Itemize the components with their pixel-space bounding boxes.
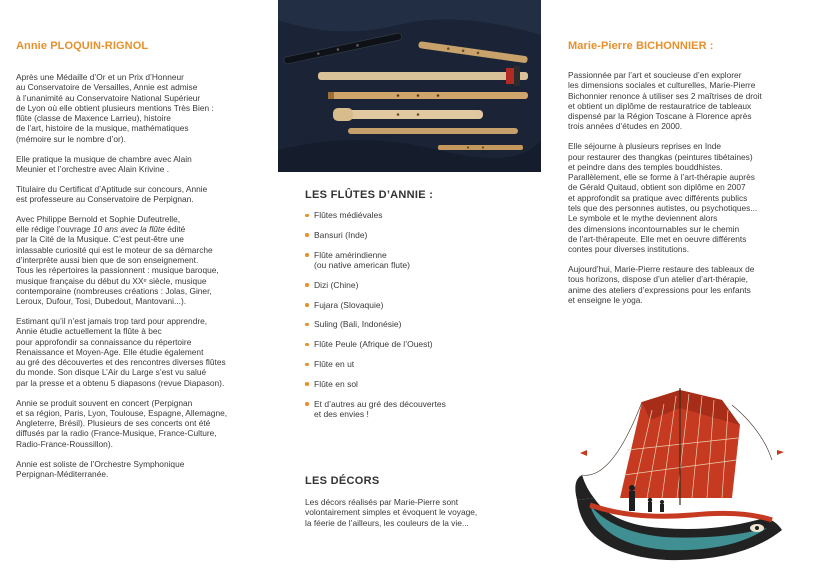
text-line: Flûte amérindienne [314,249,387,260]
text-line: Aujourd’hui, Marie-Pierre restaure des tableaux de [568,264,755,275]
text-line: et sa région, Paris, Lyon, Toulouse, Espagne, Allemagne, [16,407,228,418]
text-line: de l’art-thérapeute. Elle met en oeuvre différents [568,233,747,244]
text-line: la féerie de l’ailleurs, les couleurs de la vie... [305,517,469,528]
boat-illustration-icon [572,380,792,570]
text-line: Annie est soliste de l’Orchestre Symphonique [16,458,185,469]
flute-list-item [305,319,535,330]
text-line: Leroux, Dufour, Tosi, Dubedout, Mantovani...). [16,296,187,307]
text-line: anime des ateliers d’expressions pour les enfants [568,284,751,295]
text-line: Parallèlement, elle se forme à l’art-thérapie auprès [568,172,755,183]
flute-list-item [305,250,535,271]
flutes-title: LES FLÛTES D’ANNIE : [305,189,434,201]
marie-pierre-bio [568,70,802,315]
flute-list-item [305,339,535,350]
text-line: Elle pratique la musique de chambre avec Alain [16,153,192,164]
text-line: d’interprète aussi bien que de son enseignement. [16,254,199,265]
text-line: Annie se produit souvent en concert (Perpignan [16,397,193,408]
bullet-icon [305,382,309,386]
text-line: (ou native american flute) [314,260,410,271]
text-line: Flûte en sol [314,378,358,389]
text-line: Radio-France-Roussillon). [16,438,113,449]
flutes-list [305,210,535,429]
text-line: Dizi (Chine) [314,279,359,290]
text-line: Les décors réalisés par Marie-Pierre sont [305,497,459,507]
annie-bio [16,72,268,489]
text-line: les dimensions sociales et culturelles, Marie-Pierre [568,80,756,91]
text-line: Après une Médaille d’Or et un Prix d’Honneur [16,72,184,82]
flute-list-item [305,280,535,291]
text-line: au Conservatoire de Versailles, Annie est admise [16,82,198,93]
bio-paragraph [16,459,268,480]
bullet-icon [305,214,309,218]
bullet-icon [305,283,309,287]
text-line: Flûte en ut [314,359,355,370]
text-line: Titulaire du Certificat d’Aptitude sur concours, Annie [16,183,208,194]
text-line: des dimensions incontournables sur le chemin [568,223,740,234]
text-line: Renaissance et Moyen-Age. Elle étudie également [16,346,204,357]
text-line: inlassable curiosité qui est le moteur de sa démarche [16,244,213,255]
flutes-photo [278,0,541,172]
text-line: Suling (Bali, Indonésie) [314,319,402,330]
flute-list-item [305,230,535,241]
text-line: Flûte Peule (Afrique de l’Ouest) [314,339,433,350]
text-line: pour approfondir sa connaissance du répertoire [16,336,192,347]
bio-paragraph [16,398,268,449]
bio-paragraph [16,184,268,205]
text-line: Bansuri (Inde) [314,229,368,240]
bullet-icon [305,402,309,406]
flute-list-item [305,300,535,311]
text-line: contes pour diverses institutions. [568,244,690,255]
text-line: diffusés par la radio (France-Musique, France-Culture, [16,428,217,439]
marie-pierre-name-heading: Marie-Pierre BICHONNIER : [568,40,714,52]
text-line: Le symbole et le mythe deviennent alors [568,213,718,224]
text-line: Et d’autres au gré des découvertes [314,398,446,409]
text-line: de Gérald Quitaud, obtient son diplôme en 2007 [568,182,746,193]
bullet-icon [305,253,309,257]
text-line: (mémoire sur le nombre d’or). [16,133,126,144]
annie-name-heading: Annie PLOQUIN-RIGNOL [16,40,149,52]
flutes-photo-icon [278,0,541,172]
text-line: par la presse et a obtenu 5 diapasons (revue Diapason). [16,377,225,388]
text-line: tels que des personnes autistes, ou psychotiques... [568,203,758,214]
text-line: au gré des découvertes et des rencontres diverses flûtes [16,357,226,368]
bullet-icon [305,363,309,367]
bio-paragraph [16,72,268,144]
text-line: Annie étudie actuellement la flûte à bec [16,326,162,337]
text-line: par la Cité de la Musique. C’est peut-être une [16,234,184,245]
text-line: Bichonnier renonce à utiliser ses 2 maîtrises de droit [568,90,762,101]
text-line: Flûtes médiévales [314,210,383,220]
text-line: Estimant qu’il n’est jamais trop tard pour apprendre, [16,315,208,326]
bullet-icon [305,323,309,327]
text-line: trois années d’études en 2000. [568,121,683,132]
bio-paragraph [16,154,268,175]
bullet-icon [305,303,309,307]
flute-list-item [305,379,535,390]
text-line: Fujara (Slovaquie) [314,299,384,310]
flute-list-item [305,399,535,420]
text-line: flûte (classe de Maxence Larrieu), histoire [16,113,171,124]
bio-paragraph [568,141,802,254]
flute-list-item [305,210,535,221]
decor-title: LES DÉCORS [305,475,380,487]
bullet-icon [305,343,309,347]
bio-paragraph [568,70,802,132]
flute-list-item [305,359,535,370]
text-line: Angleterre, Brésil). Plusieurs de ses concerts ont été [16,418,211,429]
text-line: et enseigne le yoga. [568,294,643,305]
text-line: est professeure au Conservatoire de Perpignan. [16,193,194,204]
bio-paragraph [16,316,268,388]
text-line: Meunier et l’orchestre avec Alain Krivine . [16,163,170,174]
text-line: et peindre dans des temples bouddhistes. [568,161,723,172]
text-line: du monde. Son disque L’Air du Large s’est vu salué [16,367,207,378]
text-line: Passionnée par l’art et soucieuse d’en explorer [568,70,742,80]
text-line: contemporaine (nombreuses créations : Jolas, Giner, [16,285,212,296]
text-line: Perpignan-Méditerranée. [16,468,109,479]
text-line: à l’unanimité au Conservatoire National Supérieur [16,92,201,103]
text-line: volontairement simples et évoquent le voyage, [305,507,478,518]
text-line: Avec Philippe Bernold et Sophie Dufeutrelle, [16,213,181,224]
text-line: de Lyon où elle obtient plusieurs mentions Très Bien : [16,102,214,113]
text-line: pour restaurer des thangkas (peintures tibétaines) [568,151,753,162]
text-line: dispensé par la Région Toscane à Florence après [568,111,752,122]
bio-paragraph [568,264,802,305]
decor-text [305,497,530,528]
text-line: Tous les répertoires la passionnent : musique baroque, [16,265,219,276]
bullet-icon [305,233,309,237]
text-line: et des envies ! [314,409,369,420]
text-line: musique française du début du XXᵉ siècle, musique [16,275,207,286]
text-line: et approfondit sa pratique avec différents publics [568,192,748,203]
text-line: Elle séjourne à plusieurs reprises en Inde [568,141,722,152]
text-line: tous horizons, dispose d’un atelier d’art-thérapie, [568,274,748,285]
text-line: et obtient un diplôme de restauratrice de tableaux [568,100,752,111]
bio-paragraph [16,214,268,307]
text-line: de l’art, histoire de la musique, mathématiques [16,123,189,134]
text-line: elle rédige l’ouvrage 10 ans avec la flûte édité [16,224,186,235]
